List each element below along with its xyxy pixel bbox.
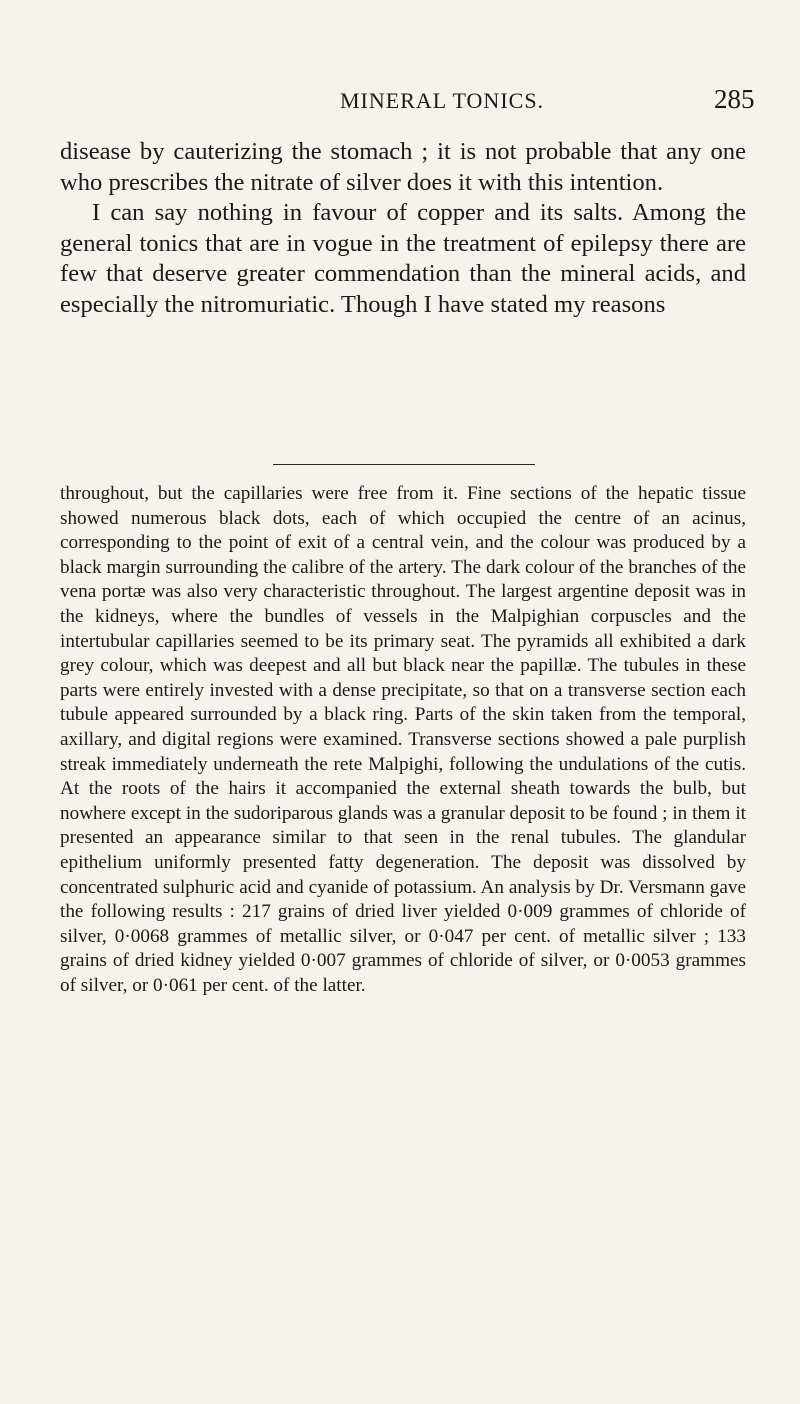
running-head: MINERAL TONICS. <box>340 88 545 113</box>
paragraph-continued: disease by cauterizing the stomach ; it is not probable that any one who prescribes the nitrate of silver does it with this intention. <box>60 138 746 196</box>
paragraph: I can say nothing in favour of copper and its salts. Among the general tonics that are in vogue in the treatment of epilepsy there are few that deserve greater commendation than the mineral acids, and especially the nitromuriatic. Though I have stated my reasons <box>60 199 746 318</box>
page-header <box>0 86 800 122</box>
footnote: throughout, but the capillaries were free from it. Fine sections of the hepatic tissue showed numerous black dots, each of which occupied the centre of an acinus, corresponding to the point of exit of a central vein, and the colour was produced by a black margin surrounding the calibre of the artery. The dark colour of the branches of the vena portæ was also very characteristic throughout. The largest argentine deposit was in the kidneys, where the bundles of vessels in the Malpighian corpuscles and the intertubular capillaries seemed to be its primary seat. The pyramids all exhibited a dark grey colour, which was deepest and all but black near the papillæ. The tubules in these parts were entirely invested with a dense precipitate, so that on a transverse section each tubule appeared surrounded by a black ring. Parts of the skin taken from the temporal, axillary, and digital regions were examined. Transverse sections showed a pale purplish streak immediately underneath the rete Malpighi, following the undulations of the cutis. At the roots of the hairs it accompanied the external sheath towards the bulb, but nowhere except in the sudoriparous glands was a granular deposit to be found ; in them it presented an appearance similar to that seen in the renal tubules. The glandular epithelium uniformly presented fatty degeneration. The deposit was dissolved by concentrated sulphuric acid and cyanide of potassium. An analysis by Dr. Versmann gave the following results : 217 grains of dried liver yielded 0·009 grammes of chloride of silver, 0·0068 grammes of metallic silver, or 0·047 per cent. of metallic silver ; 133 grains of dried kidney yielded 0·007 grammes of chloride of silver, or 0·0053 grammes of silver, or 0·061 per cent. of the latter. <box>60 483 746 996</box>
main-text <box>60 137 746 321</box>
page-number: 285 <box>714 84 755 114</box>
footnote-divider <box>273 464 535 465</box>
